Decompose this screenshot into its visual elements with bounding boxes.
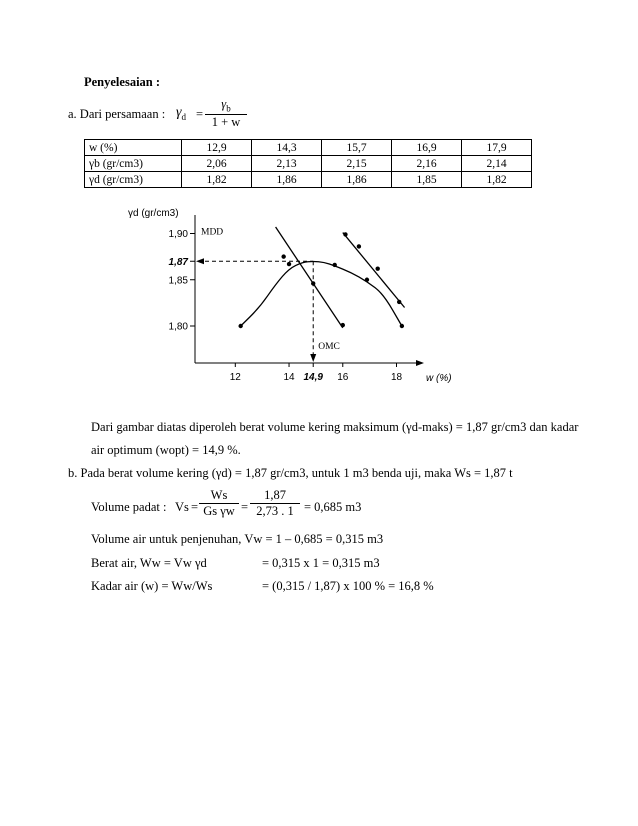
y-tick-label: 1,80 <box>168 321 188 333</box>
data-point <box>400 324 404 328</box>
solid-volume-fraction: $\frac{Ws}{\text{Gs γw}}$ <box>199 488 239 519</box>
table-cell: 1,86 <box>322 172 392 188</box>
table-cell: 15,7 <box>322 140 392 156</box>
table-cell: 2,06 <box>182 156 252 172</box>
table-cell: 2,14 <box>462 156 532 172</box>
data-point <box>341 323 345 327</box>
table-cell: 1,82 <box>182 172 252 188</box>
x-axis-arrow <box>416 360 424 366</box>
volume-label: Volume padat : <box>91 500 167 514</box>
table-cell: 2,16 <box>392 156 462 172</box>
data-point <box>333 263 337 267</box>
table-cell: 2,15 <box>322 156 392 172</box>
omc-arrow <box>310 354 316 362</box>
data-point <box>365 278 369 282</box>
table-cell: 2,13 <box>252 156 322 172</box>
water-weight-label: Berat air, Ww = Vw γd <box>91 556 207 570</box>
data-point <box>311 281 315 285</box>
row-label: w (%) <box>85 140 182 156</box>
water-weight-value: = 0,315 x 1 = 0,315 m3 <box>262 556 380 570</box>
data-point <box>281 254 285 258</box>
y-tick-label: 1,87 <box>168 256 188 268</box>
data-point <box>238 324 242 328</box>
y-axis-label: γd (gr/cm3) <box>128 208 179 219</box>
part-a-intro: a. Dari persamaan : <box>68 107 166 121</box>
compaction-chart <box>0 0 638 400</box>
table-cell: 1,86 <box>252 172 322 188</box>
data-point <box>375 266 379 270</box>
vs-symbol: Vs <box>175 500 189 514</box>
equals-sign: = <box>241 500 249 514</box>
row-label: γb (gr/cm3) <box>85 156 182 172</box>
data-point <box>397 300 401 304</box>
row-label: γd (gr/cm3) <box>85 172 182 188</box>
equals-sign: = <box>196 107 204 121</box>
x-tick-label: 16 <box>337 372 349 383</box>
x-tick-label: 18 <box>390 372 403 383</box>
moisture-label: Kadar air (w) = Ww/Ws <box>91 579 213 593</box>
omc-label: OMC <box>318 342 340 353</box>
numeric-fraction: $\frac{1,87}{2,73 . 1}$ <box>250 488 300 519</box>
table-cell: 14,3 <box>252 140 322 156</box>
data-point <box>357 244 361 248</box>
saturation-line <box>276 227 343 328</box>
y-tick-label: 1,85 <box>168 275 188 287</box>
gamma-d-symbol: $\gamma_d$ <box>176 105 187 122</box>
table-cell: 1,82 <box>462 172 532 188</box>
part-b-line-1: b. Pada berat volume kering (γd) = 1,87 gr/cm3, untuk 1 m3 benda uji, maka Ws = 1,87 t <box>68 466 513 480</box>
data-point <box>343 232 347 236</box>
gamma-fraction: $\frac{\gamma_b}{1 + w}$ <box>205 97 247 130</box>
table-cell: 1,85 <box>392 172 462 188</box>
saturation-line <box>343 233 405 308</box>
x-tick-label: 12 <box>229 372 241 383</box>
solid-volume-result: = 0,685 m3 <box>304 500 362 514</box>
data-point <box>287 262 291 266</box>
conclusion-line-2: air optimum (wopt) = 14,9 %. <box>91 443 241 457</box>
equals-sign: = <box>191 500 199 514</box>
table-cell: 16,9 <box>392 140 462 156</box>
conclusion-line-1: Dari gambar diatas diperoleh berat volume kering maksimum (γd-maks) = 1,87 gr/cm3 dan kadar <box>91 420 579 434</box>
table-cell: 17,9 <box>462 140 532 156</box>
heading: Penyelesaian : <box>84 75 161 89</box>
compaction-curve <box>241 261 402 326</box>
y-tick-label: 1,90 <box>168 229 188 240</box>
x-tick-label: 14,9 <box>303 372 323 383</box>
water-volume-line: Volume air untuk penjenuhan, Vw = 1 – 0,685 = 0,315 m3 <box>91 532 384 546</box>
table-cell: 12,9 <box>182 140 252 156</box>
x-tick-label: 14 <box>283 372 295 383</box>
mdd-arrow <box>196 258 204 264</box>
mdd-label: MDD <box>201 227 224 238</box>
moisture-value: = (0,315 / 1,87) x 100 % = 16,8 % <box>262 579 434 593</box>
x-axis-label: w (%) <box>426 373 452 384</box>
